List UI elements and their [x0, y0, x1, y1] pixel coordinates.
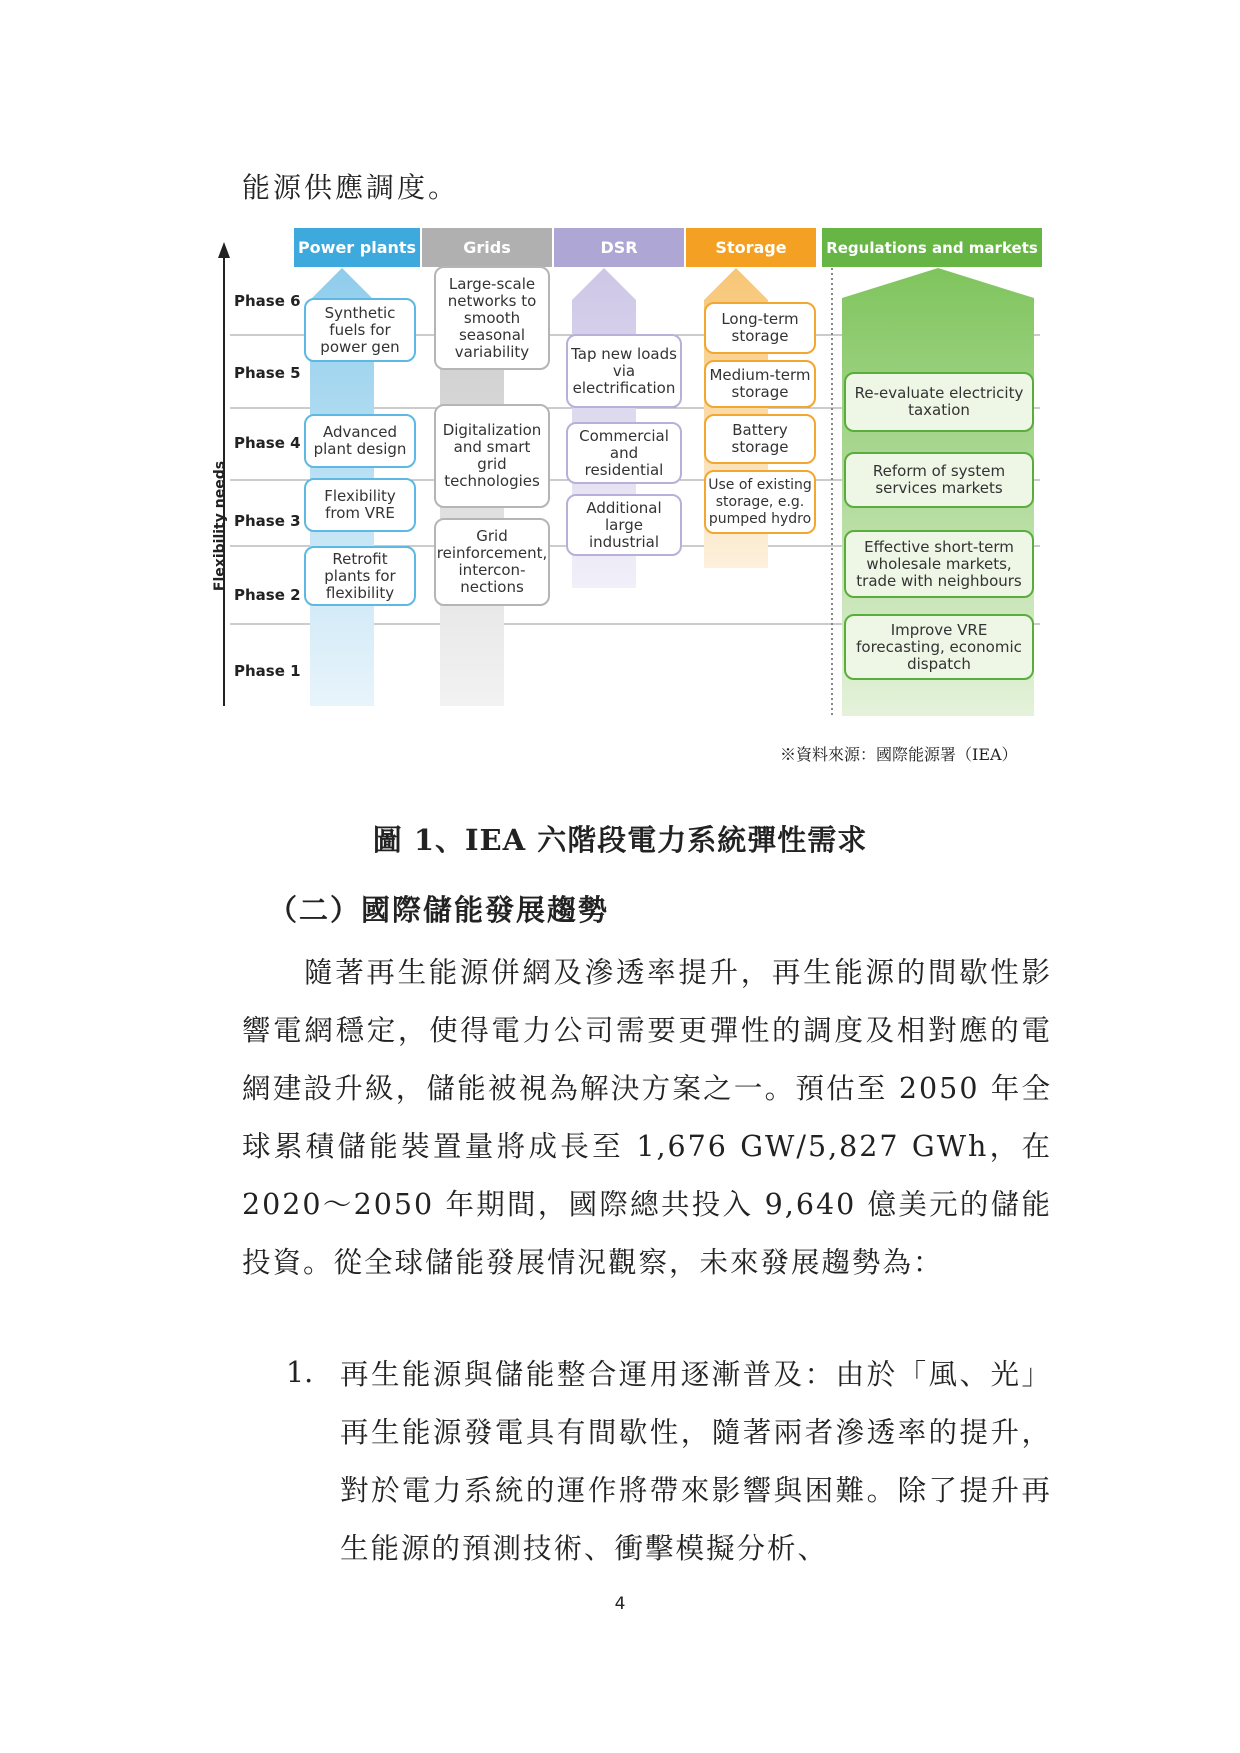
- regulations-box: Improve VRE forecasting, economic dispatch: [844, 614, 1034, 680]
- phase-5-label: Phase 5: [234, 364, 301, 382]
- header-grids: Grids: [422, 228, 552, 267]
- y-axis-label: Flexibility needs: [212, 460, 228, 592]
- phase-2-label: Phase 2: [234, 586, 301, 604]
- dsr-box: Additional large industrial: [566, 494, 682, 556]
- regulations-box: Reform of system services markets: [844, 452, 1034, 508]
- phase-3-label: Phase 3: [234, 512, 301, 530]
- source-note: ※資料來源：國際能源署（IEA）: [780, 745, 1018, 764]
- phase-1-label: Phase 1: [234, 662, 301, 680]
- power-plants-box: Flexibility from VRE: [304, 478, 416, 532]
- phase-6-label: Phase 6: [234, 292, 301, 310]
- header-dsr: DSR: [554, 228, 684, 267]
- section-heading: （二）國際儲能發展趨勢: [268, 893, 610, 927]
- power-plants-box: Advanced plant design: [304, 414, 416, 468]
- intro-text: 能源供應調度。: [242, 171, 460, 204]
- figure-caption: 圖 1、IEA 六階段電力系統彈性需求: [372, 823, 868, 857]
- storage-box: Long-term storage: [704, 302, 816, 354]
- page-number: 4: [614, 1594, 626, 1614]
- list-item-text: 再生能源與儲能整合運用逐漸普及：由於「風、光」再生能源發電具有間歇性，隨著兩者滲透率的提升，對於電力系統的運作將帶來影響與困難。除了提升再生能源的預測技術、衝擊模擬分析、: [340, 1358, 1052, 1565]
- grids-box: Grid reinforcement, intercon-nections: [434, 518, 550, 606]
- paragraph-text: 隨著再生能源併網及滲透率提升，再生能源的間歇性影響電網穩定，使得電力公司需要更彈性的調度及相對應的電網建設升級，儲能被視為解決方案之一。預估至 2050 年全球累積儲能裝置量將成長至 1,676 GW/5,827 GWh，在 2020～2050 年期間，國際總共投入 9,640 億美元的儲能投資。從全球儲能發展情況觀察，未來發展趨勢為：: [242, 956, 1052, 1279]
- regulations-box: Effective short-term wholesale markets, trade with neighbours: [844, 530, 1034, 598]
- list-item-number: 1.: [286, 1356, 314, 1389]
- storage-box: Use of existing storage, e.g. pumped hydro: [704, 470, 816, 534]
- header-storage: Storage: [686, 228, 816, 267]
- storage-box: Battery storage: [704, 414, 816, 464]
- power-plants-box: Retrofit plants for flexibility: [304, 546, 416, 606]
- header-power-plants: Power plants: [294, 228, 420, 267]
- regulations-box: Re-evaluate electricity taxation: [844, 372, 1034, 432]
- dsr-box: Commercial and residential: [566, 422, 682, 484]
- grids-box: Digitalization and smart grid technologies: [434, 404, 550, 508]
- storage-box: Medium-term storage: [704, 360, 816, 408]
- power-plants-box: Synthetic fuels for power gen: [304, 298, 416, 362]
- header-regulations: Regulations and markets: [822, 228, 1042, 267]
- flexibility-diagram: [190, 228, 1050, 728]
- grids-box: Large-scale networks to smooth seasonal variability: [434, 266, 550, 370]
- dsr-box: Tap new loads via electrification: [566, 334, 682, 408]
- phase-4-label: Phase 4: [234, 434, 301, 452]
- body-paragraph: [242, 944, 1052, 1292]
